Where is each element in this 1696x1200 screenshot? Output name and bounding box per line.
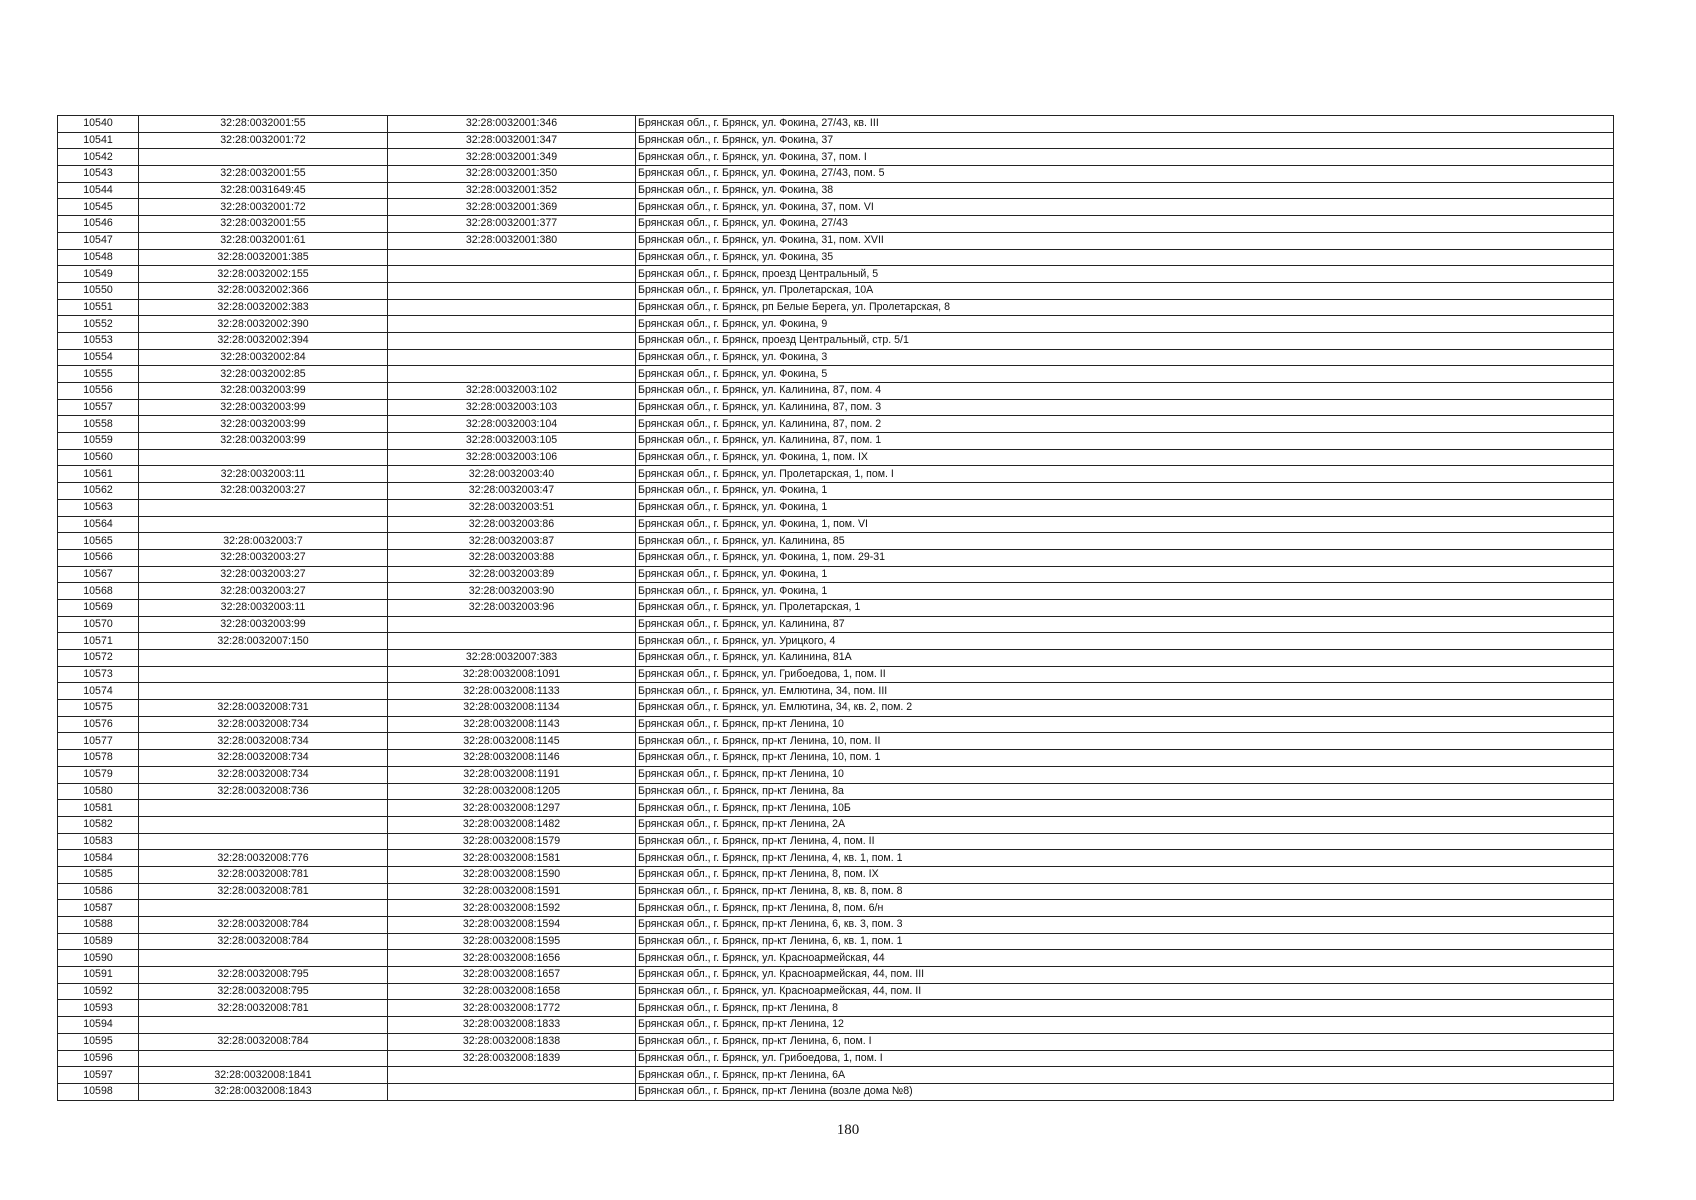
address-cell: Брянская обл., г. Брянск, пр-кт Ленина, 8 (636, 1000, 1614, 1017)
row-number-cell: 10598 (58, 1083, 139, 1100)
row-number-cell: 10554 (58, 349, 139, 366)
row-number-cell: 10541 (58, 132, 139, 149)
table-row (58, 800, 1614, 817)
address-cell: Брянская обл., г. Брянск, ул. Емлютина, 34, пом. III (636, 683, 1614, 700)
cadastral-number-cell (139, 1050, 388, 1067)
address-cell: Брянская обл., г. Брянск, ул. Фокина, 1 (636, 583, 1614, 600)
address-cell: Брянская обл., г. Брянск, ул. Фокина, 1, пом. IX (636, 449, 1614, 466)
cadastral-number-cell: 32:28:0032003:99 (139, 399, 388, 416)
row-number-cell: 10595 (58, 1033, 139, 1050)
row-number-cell: 10576 (58, 716, 139, 733)
table-row (58, 1050, 1614, 1067)
address-cell: Брянская обл., г. Брянск, пр-кт Ленина, 6, кв. 1, пом. 1 (636, 933, 1614, 950)
table-row (58, 933, 1614, 950)
object-number-cell: 32:28:0032003:40 (388, 466, 636, 483)
address-cell: Брянская обл., г. Брянск, пр-кт Ленина, 10Б (636, 800, 1614, 817)
table-row (58, 1017, 1614, 1034)
object-number-cell: 32:28:0032008:1482 (388, 816, 636, 833)
table-row (58, 783, 1614, 800)
object-number-cell: 32:28:0032008:1581 (388, 850, 636, 867)
object-number-cell (388, 299, 636, 316)
table-row (58, 433, 1614, 450)
row-number-cell: 10556 (58, 383, 139, 400)
row-number-cell: 10562 (58, 483, 139, 500)
row-number-cell: 10548 (58, 249, 139, 266)
row-number-cell: 10543 (58, 166, 139, 183)
table-row (58, 399, 1614, 416)
cadastral-number-cell: 32:28:0032003:27 (139, 549, 388, 566)
object-number-cell: 32:28:0032003:88 (388, 549, 636, 566)
address-cell: Брянская обл., г. Брянск, рп Белые Берега, ул. Пролетарская, 8 (636, 299, 1614, 316)
table-row (58, 149, 1614, 166)
table-row (58, 883, 1614, 900)
row-number-cell: 10573 (58, 666, 139, 683)
object-number-cell: 32:28:0032008:1592 (388, 900, 636, 917)
table-row (58, 983, 1614, 1000)
table-row (58, 349, 1614, 366)
table-row (58, 666, 1614, 683)
table-row (58, 900, 1614, 917)
cadastral-number-cell (139, 516, 388, 533)
object-number-cell: 32:28:0032003:51 (388, 499, 636, 516)
address-cell: Брянская обл., г. Брянск, пр-кт Ленина, 10, пом. II (636, 733, 1614, 750)
object-number-cell: 32:28:0032001:380 (388, 232, 636, 249)
object-number-cell: 32:28:0032008:1594 (388, 917, 636, 934)
cadastral-number-cell: 32:28:0032003:99 (139, 616, 388, 633)
table-row (58, 967, 1614, 984)
object-number-cell: 32:28:0032008:1657 (388, 967, 636, 984)
object-number-cell: 32:28:0032007:383 (388, 650, 636, 667)
cadastral-number-cell: 32:28:0032001:72 (139, 199, 388, 216)
address-cell: Брянская обл., г. Брянск, ул. Фокина, 5 (636, 366, 1614, 383)
cadastral-number-cell: 32:28:0032008:734 (139, 766, 388, 783)
table-row (58, 950, 1614, 967)
row-number-cell: 10581 (58, 800, 139, 817)
address-cell: Брянская обл., г. Брянск, ул. Калинина, 87, пом. 2 (636, 416, 1614, 433)
row-number-cell: 10577 (58, 733, 139, 750)
table-row (58, 383, 1614, 400)
address-cell: Брянская обл., г. Брянск, ул. Пролетарская, 10А (636, 282, 1614, 299)
address-cell: Брянская обл., г. Брянск, ул. Емлютина, 34, кв. 2, пом. 2 (636, 700, 1614, 717)
table-row (58, 583, 1614, 600)
cadastral-number-cell: 32:28:0032003:11 (139, 466, 388, 483)
address-cell: Брянская обл., г. Брянск, пр-кт Ленина, 6А (636, 1067, 1614, 1084)
object-number-cell: 32:28:0032003:90 (388, 583, 636, 600)
cadastral-number-cell: 32:28:0032001:72 (139, 132, 388, 149)
table-row (58, 266, 1614, 283)
object-number-cell: 32:28:0032008:1205 (388, 783, 636, 800)
row-number-cell: 10585 (58, 866, 139, 883)
table-row (58, 132, 1614, 149)
object-number-cell: 32:28:0032008:1772 (388, 1000, 636, 1017)
object-number-cell (388, 616, 636, 633)
object-number-cell (388, 1083, 636, 1100)
table-row (58, 216, 1614, 233)
cadastral-number-cell: 32:28:0031649:45 (139, 182, 388, 199)
cadastral-number-cell: 32:28:0032008:795 (139, 983, 388, 1000)
cadastral-number-cell: 32:28:0032008:781 (139, 866, 388, 883)
row-number-cell: 10597 (58, 1067, 139, 1084)
table-row (58, 116, 1614, 133)
row-number-cell: 10551 (58, 299, 139, 316)
address-cell: Брянская обл., г. Брянск, проезд Центральный, 5 (636, 266, 1614, 283)
cadastral-number-cell (139, 1017, 388, 1034)
table-row (58, 733, 1614, 750)
cadastral-number-cell: 32:28:0032008:784 (139, 933, 388, 950)
object-number-cell: 32:28:0032003:106 (388, 449, 636, 466)
cadastral-number-cell (139, 950, 388, 967)
object-number-cell: 32:28:0032001:377 (388, 216, 636, 233)
table-row (58, 232, 1614, 249)
address-cell: Брянская обл., г. Брянск, пр-кт Ленина, 8а (636, 783, 1614, 800)
row-number-cell: 10574 (58, 683, 139, 700)
object-number-cell: 32:28:0032003:87 (388, 533, 636, 550)
table-row (58, 1033, 1614, 1050)
row-number-cell: 10567 (58, 566, 139, 583)
table-row (58, 483, 1614, 500)
address-cell: Брянская обл., г. Брянск, ул. Фокина, 1 (636, 483, 1614, 500)
address-cell: Брянская обл., г. Брянск, ул. Фокина, 1 (636, 566, 1614, 583)
object-number-cell (388, 266, 636, 283)
table-row (58, 616, 1614, 633)
address-cell: Брянская обл., г. Брянск, пр-кт Ленина (возле дома №8) (636, 1083, 1614, 1100)
table-row (58, 650, 1614, 667)
cadastral-number-cell: 32:28:0032008:734 (139, 750, 388, 767)
object-number-cell: 32:28:0032001:350 (388, 166, 636, 183)
row-number-cell: 10542 (58, 149, 139, 166)
object-number-cell: 32:28:0032001:349 (388, 149, 636, 166)
row-number-cell: 10587 (58, 900, 139, 917)
address-cell: Брянская обл., г. Брянск, ул. Фокина, 27/43 (636, 216, 1614, 233)
address-cell: Брянская обл., г. Брянск, ул. Фокина, 35 (636, 249, 1614, 266)
cadastral-number-cell: 32:28:0032003:27 (139, 583, 388, 600)
address-cell: Брянская обл., г. Брянск, ул. Урицкого, 4 (636, 633, 1614, 650)
cadastral-number-cell: 32:28:0032008:776 (139, 850, 388, 867)
row-number-cell: 10570 (58, 616, 139, 633)
address-cell: Брянская обл., г. Брянск, ул. Пролетарская, 1, пом. I (636, 466, 1614, 483)
cadastral-number-cell (139, 149, 388, 166)
address-cell: Брянская обл., г. Брянск, пр-кт Ленина, 8, пом. 6/н (636, 900, 1614, 917)
address-cell: Брянская обл., г. Брянск, ул. Калинина, 85 (636, 533, 1614, 550)
address-cell: Брянская обл., г. Брянск, ул. Фокина, 27/43, пом. 5 (636, 166, 1614, 183)
address-cell: Брянская обл., г. Брянск, пр-кт Ленина, 10 (636, 766, 1614, 783)
cadastral-number-cell: 32:28:0032002:366 (139, 282, 388, 299)
object-number-cell: 32:28:0032008:1145 (388, 733, 636, 750)
cadastral-number-cell (139, 900, 388, 917)
cadastral-number-cell: 32:28:0032002:383 (139, 299, 388, 316)
row-number-cell: 10563 (58, 499, 139, 516)
object-number-cell (388, 282, 636, 299)
row-number-cell: 10572 (58, 650, 139, 667)
row-number-cell: 10555 (58, 366, 139, 383)
table-row (58, 366, 1614, 383)
cadastral-number-cell: 32:28:0032003:99 (139, 416, 388, 433)
address-cell: Брянская обл., г. Брянск, ул. Калинина, 87, пом. 4 (636, 383, 1614, 400)
table-row (58, 1067, 1614, 1084)
table-row (58, 683, 1614, 700)
row-number-cell: 10586 (58, 883, 139, 900)
address-cell: Брянская обл., г. Брянск, пр-кт Ленина, 10, пом. 1 (636, 750, 1614, 767)
cadastral-number-cell (139, 650, 388, 667)
cadastral-number-cell: 32:28:0032002:85 (139, 366, 388, 383)
row-number-cell: 10549 (58, 266, 139, 283)
row-number-cell: 10593 (58, 1000, 139, 1017)
row-number-cell: 10557 (58, 399, 139, 416)
table-row (58, 316, 1614, 333)
cadastral-number-cell (139, 499, 388, 516)
object-number-cell: 32:28:0032003:47 (388, 483, 636, 500)
address-cell: Брянская обл., г. Брянск, ул. Калинина, 81А (636, 650, 1614, 667)
object-number-cell: 32:28:0032008:1656 (388, 950, 636, 967)
table-row (58, 533, 1614, 550)
table-row (58, 249, 1614, 266)
row-number-cell: 10544 (58, 182, 139, 199)
object-number-cell: 32:28:0032008:1091 (388, 666, 636, 683)
address-cell: Брянская обл., г. Брянск, пр-кт Ленина, 2А (636, 816, 1614, 833)
object-number-cell (388, 349, 636, 366)
cadastral-number-cell (139, 449, 388, 466)
table-row (58, 833, 1614, 850)
address-cell: Брянская обл., г. Брянск, ул. Пролетарская, 1 (636, 599, 1614, 616)
object-number-cell: 32:28:0032008:1833 (388, 1017, 636, 1034)
page-number: 180 (836, 1122, 860, 1138)
row-number-cell: 10579 (58, 766, 139, 783)
row-number-cell: 10558 (58, 416, 139, 433)
address-cell: Брянская обл., г. Брянск, проезд Центральный, стр. 5/1 (636, 332, 1614, 349)
table-row (58, 549, 1614, 566)
table-row (58, 716, 1614, 733)
address-cell: Брянская обл., г. Брянск, ул. Фокина, 38 (636, 182, 1614, 199)
row-number-cell: 10565 (58, 533, 139, 550)
cadastral-number-cell: 32:28:0032003:11 (139, 599, 388, 616)
object-number-cell: 32:28:0032008:1579 (388, 833, 636, 850)
row-number-cell: 10568 (58, 583, 139, 600)
row-number-cell: 10540 (58, 116, 139, 133)
row-number-cell: 10550 (58, 282, 139, 299)
object-number-cell (388, 316, 636, 333)
address-cell: Брянская обл., г. Брянск, ул. Калинина, 87, пом. 1 (636, 433, 1614, 450)
cadastral-number-cell: 32:28:0032008:781 (139, 883, 388, 900)
object-number-cell: 32:28:0032003:103 (388, 399, 636, 416)
address-cell: Брянская обл., г. Брянск, пр-кт Ленина, 8, пом. IX (636, 866, 1614, 883)
cadastral-number-cell: 32:28:0032001:55 (139, 216, 388, 233)
cadastral-number-cell (139, 683, 388, 700)
address-cell: Брянская обл., г. Брянск, ул. Фокина, 1 (636, 499, 1614, 516)
cadastral-number-cell (139, 800, 388, 817)
address-cell: Брянская обл., г. Брянск, ул. Калинина, 87 (636, 616, 1614, 633)
cadastral-number-cell (139, 833, 388, 850)
object-number-cell: 32:28:0032008:1134 (388, 700, 636, 717)
row-number-cell: 10564 (58, 516, 139, 533)
address-cell: Брянская обл., г. Брянск, пр-кт Ленина, 6, кв. 3, пом. 3 (636, 917, 1614, 934)
object-number-cell: 32:28:0032008:1590 (388, 866, 636, 883)
table-row (58, 700, 1614, 717)
object-number-cell: 32:28:0032008:1591 (388, 883, 636, 900)
row-number-cell: 10596 (58, 1050, 139, 1067)
table-row (58, 917, 1614, 934)
object-number-cell: 32:28:0032008:1838 (388, 1033, 636, 1050)
table-row (58, 449, 1614, 466)
cadastral-number-cell: 32:28:0032007:150 (139, 633, 388, 650)
row-number-cell: 10560 (58, 449, 139, 466)
table-row (58, 516, 1614, 533)
cadastral-number-cell: 32:28:0032008:781 (139, 1000, 388, 1017)
cadastral-number-cell: 32:28:0032002:394 (139, 332, 388, 349)
table-row (58, 182, 1614, 199)
address-cell: Брянская обл., г. Брянск, ул. Фокина, 1, пом. 29-31 (636, 549, 1614, 566)
cadastral-number-cell: 32:28:0032002:390 (139, 316, 388, 333)
row-number-cell: 10553 (58, 332, 139, 349)
row-number-cell: 10582 (58, 816, 139, 833)
address-cell: Брянская обл., г. Брянск, пр-кт Ленина, 4, пом. II (636, 833, 1614, 850)
cadastral-number-cell: 32:28:0032001:55 (139, 116, 388, 133)
table-row (58, 633, 1614, 650)
row-number-cell: 10569 (58, 599, 139, 616)
address-cell: Брянская обл., г. Брянск, ул. Калинина, 87, пом. 3 (636, 399, 1614, 416)
cadastral-number-cell: 32:28:0032003:27 (139, 566, 388, 583)
address-cell: Брянская обл., г. Брянск, ул. Фокина, 9 (636, 316, 1614, 333)
row-number-cell: 10583 (58, 833, 139, 850)
row-number-cell: 10546 (58, 216, 139, 233)
cadastral-number-cell: 32:28:0032001:385 (139, 249, 388, 266)
row-number-cell: 10580 (58, 783, 139, 800)
table-row (58, 566, 1614, 583)
cadastral-number-cell: 32:28:0032008:731 (139, 700, 388, 717)
object-number-cell: 32:28:0032008:1133 (388, 683, 636, 700)
object-number-cell (388, 249, 636, 266)
address-cell: Брянская обл., г. Брянск, пр-кт Ленина, 8, кв. 8, пом. 8 (636, 883, 1614, 900)
object-number-cell: 32:28:0032001:369 (388, 199, 636, 216)
row-number-cell: 10589 (58, 933, 139, 950)
cadastral-number-cell: 32:28:0032008:795 (139, 967, 388, 984)
cadastral-number-cell: 32:28:0032003:99 (139, 433, 388, 450)
object-number-cell: 32:28:0032008:1839 (388, 1050, 636, 1067)
cadastral-number-cell: 32:28:0032008:736 (139, 783, 388, 800)
object-number-cell (388, 1067, 636, 1084)
address-cell: Брянская обл., г. Брянск, ул. Красноармейская, 44, пом. II (636, 983, 1614, 1000)
cadastral-number-cell: 32:28:0032003:99 (139, 383, 388, 400)
address-cell: Брянская обл., г. Брянск, ул. Фокина, 37, пом. I (636, 149, 1614, 166)
address-cell: Брянская обл., г. Брянск, ул. Грибоедова, 1, пом. I (636, 1050, 1614, 1067)
address-cell: Брянская обл., г. Брянск, пр-кт Ленина, 10 (636, 716, 1614, 733)
cadastral-number-cell: 32:28:0032003:7 (139, 533, 388, 550)
row-number-cell: 10578 (58, 750, 139, 767)
table-row (58, 1083, 1614, 1100)
object-number-cell (388, 332, 636, 349)
address-cell: Брянская обл., г. Брянск, пр-кт Ленина, 12 (636, 1017, 1614, 1034)
address-cell: Брянская обл., г. Брянск, ул. Фокина, 1, пом. VI (636, 516, 1614, 533)
cadastral-number-cell: 32:28:0032001:61 (139, 232, 388, 249)
row-number-cell: 10591 (58, 967, 139, 984)
object-number-cell: 32:28:0032001:347 (388, 132, 636, 149)
cadastral-number-cell: 32:28:0032002:155 (139, 266, 388, 283)
row-number-cell: 10545 (58, 199, 139, 216)
table-row (58, 282, 1614, 299)
table-row (58, 866, 1614, 883)
address-cell: Брянская обл., г. Брянск, ул. Красноармейская, 44, пом. III (636, 967, 1614, 984)
table-row (58, 466, 1614, 483)
cadastral-number-cell: 32:28:0032008:1841 (139, 1067, 388, 1084)
cadastral-number-cell: 32:28:0032008:784 (139, 1033, 388, 1050)
address-cell: Брянская обл., г. Брянск, ул. Фокина, 3 (636, 349, 1614, 366)
table-row (58, 599, 1614, 616)
object-number-cell: 32:28:0032001:352 (388, 182, 636, 199)
property-table (57, 115, 1614, 1101)
row-number-cell: 10559 (58, 433, 139, 450)
row-number-cell: 10584 (58, 850, 139, 867)
address-cell: Брянская обл., г. Брянск, ул. Фокина, 31, пом. XVII (636, 232, 1614, 249)
object-number-cell (388, 633, 636, 650)
table-row (58, 766, 1614, 783)
row-number-cell: 10561 (58, 466, 139, 483)
table-row (58, 1000, 1614, 1017)
table-row (58, 332, 1614, 349)
address-cell: Брянская обл., г. Брянск, пр-кт Ленина, 4, кв. 1, пом. 1 (636, 850, 1614, 867)
table-body (58, 116, 1614, 1101)
address-cell: Брянская обл., г. Брянск, ул. Фокина, 37 (636, 132, 1614, 149)
row-number-cell: 10547 (58, 232, 139, 249)
address-cell: Брянская обл., г. Брянск, ул. Красноармейская, 44 (636, 950, 1614, 967)
address-cell: Брянская обл., г. Брянск, ул. Грибоедова, 1, пом. II (636, 666, 1614, 683)
table-row (58, 199, 1614, 216)
cadastral-number-cell: 32:28:0032002:84 (139, 349, 388, 366)
address-cell: Брянская обл., г. Брянск, ул. Фокина, 37, пом. VI (636, 199, 1614, 216)
object-number-cell (388, 366, 636, 383)
object-number-cell: 32:28:0032008:1595 (388, 933, 636, 950)
object-number-cell: 32:28:0032008:1297 (388, 800, 636, 817)
cadastral-number-cell: 32:28:0032003:27 (139, 483, 388, 500)
row-number-cell: 10552 (58, 316, 139, 333)
object-number-cell: 32:28:0032003:89 (388, 566, 636, 583)
cadastral-number-cell (139, 666, 388, 683)
cadastral-number-cell: 32:28:0032001:55 (139, 166, 388, 183)
object-number-cell: 32:28:0032003:102 (388, 383, 636, 400)
row-number-cell: 10592 (58, 983, 139, 1000)
table-row (58, 750, 1614, 767)
cadastral-number-cell: 32:28:0032008:1843 (139, 1083, 388, 1100)
object-number-cell: 32:28:0032001:346 (388, 116, 636, 133)
table-row (58, 416, 1614, 433)
row-number-cell: 10594 (58, 1017, 139, 1034)
table-row (58, 499, 1614, 516)
object-number-cell: 32:28:0032003:96 (388, 599, 636, 616)
object-number-cell: 32:28:0032003:104 (388, 416, 636, 433)
object-number-cell: 32:28:0032008:1146 (388, 750, 636, 767)
row-number-cell: 10575 (58, 700, 139, 717)
row-number-cell: 10590 (58, 950, 139, 967)
table-row (58, 299, 1614, 316)
cadastral-number-cell (139, 816, 388, 833)
table-row (58, 850, 1614, 867)
table-row (58, 816, 1614, 833)
object-number-cell: 32:28:0032003:105 (388, 433, 636, 450)
row-number-cell: 10588 (58, 917, 139, 934)
row-number-cell: 10571 (58, 633, 139, 650)
row-number-cell: 10566 (58, 549, 139, 566)
object-number-cell: 32:28:0032008:1191 (388, 766, 636, 783)
cadastral-number-cell: 32:28:0032008:734 (139, 716, 388, 733)
address-cell: Брянская обл., г. Брянск, пр-кт Ленина, 6, пом. I (636, 1033, 1614, 1050)
table-row (58, 166, 1614, 183)
object-number-cell: 32:28:0032008:1143 (388, 716, 636, 733)
object-number-cell: 32:28:0032008:1658 (388, 983, 636, 1000)
cadastral-number-cell: 32:28:0032008:734 (139, 733, 388, 750)
object-number-cell: 32:28:0032003:86 (388, 516, 636, 533)
address-cell: Брянская обл., г. Брянск, ул. Фокина, 27/43, кв. III (636, 116, 1614, 133)
cadastral-number-cell: 32:28:0032008:784 (139, 917, 388, 934)
